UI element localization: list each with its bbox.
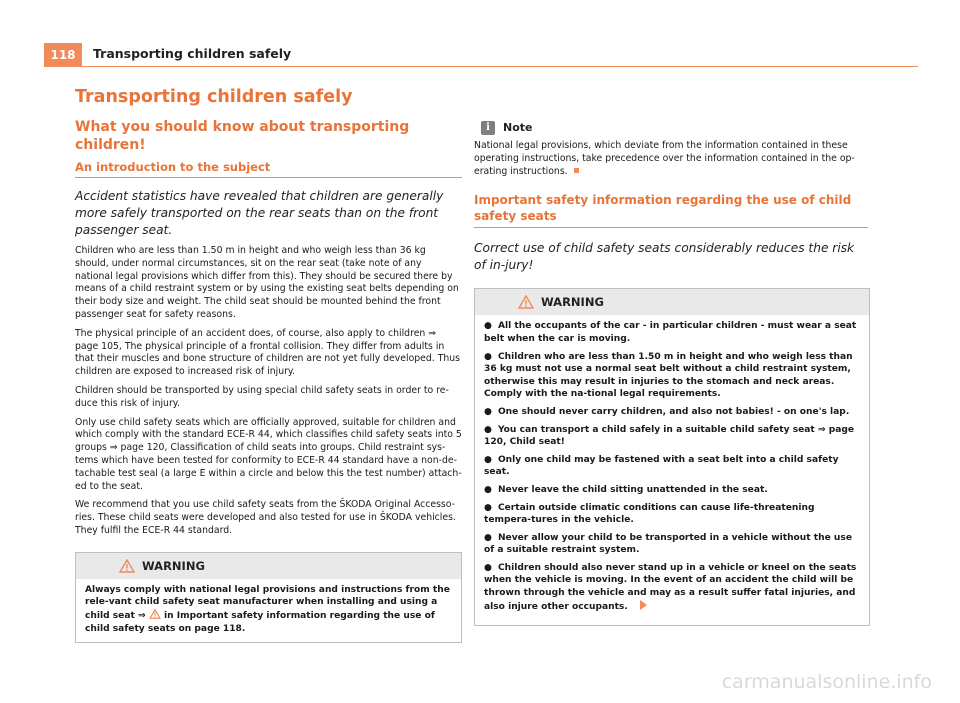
bullet-icon: ● — [484, 502, 492, 513]
section-title: Important safety information regarding the use of child safety seats — [474, 192, 868, 228]
warning-icon — [518, 295, 534, 309]
end-marker-icon — [574, 168, 579, 173]
note-header — [481, 120, 868, 136]
paragraph: Children who are less than 1.50 m in height and who weigh less than 36 kg should, under normal circumstances, sit on the rear seat (take note of any national legal provisions which differ from this). They should be secured there by means of a child restraint system or by using the existing seat belts depending on their body size and weight. The child seat should be mounted behind the front passenger seat for safety reasons. — [75, 245, 459, 320]
page-number: 118 — [44, 43, 82, 67]
list-item-text: All the occupants of the car - in particular children - must wear a seat belt when the car is moving. — [484, 321, 857, 344]
warning-icon — [119, 559, 135, 573]
paragraph: Children should be transported by using special child safety seats in order to re-duce this risk of injury. — [75, 384, 449, 409]
header-rule — [82, 66, 918, 67]
warning-header — [76, 553, 461, 579]
bullet-icon: ● — [484, 532, 492, 543]
warning-box — [474, 288, 870, 626]
info-icon: i — [481, 121, 495, 135]
list-item — [484, 562, 860, 613]
left-column — [75, 86, 462, 643]
bullet-icon: ● — [484, 321, 492, 332]
bullet-icon: ● — [484, 351, 492, 362]
list-item-text: Children should also never stand up in a vehicle or kneel on the seats when the vehicle is moving. In the event of an accident the child will be thrown through the vehicle and may as a result suffer fatal injuries, and also injure other occupants. — [484, 562, 857, 612]
watermark: carmanualsonline.info — [721, 671, 932, 693]
list-item-text: Never leave the child sitting unattended in the seat. — [497, 484, 768, 495]
note-text — [474, 140, 868, 178]
list-item-text: You can transport a child safely in a suitable child safety seat ⇒ page 120, Child seat! — [484, 424, 855, 448]
paragraph: We recommend that you use child safety seats from the ŠKODA Original Accesso-ries. These child seats were developed and also tested for use in ŠKODA vehicles. They fulfil the ECE-R 44 standard. — [75, 499, 456, 536]
right-column — [474, 120, 868, 626]
warning-icon — [149, 609, 161, 619]
list-item-text: Never allow your child to be transported in a vehicle without the use of a suitable restraint system. — [484, 532, 852, 556]
warning-header — [475, 289, 869, 315]
list-item — [484, 502, 860, 527]
list-item — [484, 320, 860, 345]
paragraph: The physical principle of an accident does, of course, also apply to children ⇒ page 105, The physical principle of a frontal collision. They differ from adults in that their muscles and bone structure of children are not yet fully developed. Thus children are exposed to increased risk of injury. — [75, 327, 461, 378]
page-header — [0, 38, 918, 62]
chapter-title: Transporting children safely — [75, 87, 353, 107]
warning-text-start: Always comply with national legal provisions and instructions from the rele-vant child safety seat manufacturer when installing and using a child seat ⇒ — [85, 584, 450, 621]
section-title: What you should know about transporting children! — [75, 119, 410, 153]
list-item — [484, 484, 860, 497]
list-item — [484, 454, 860, 479]
list-item — [484, 424, 860, 449]
warning-text-end: in Important safety information regarding the use of child safety seats on page 118. — [85, 610, 435, 634]
note-label: Note — [503, 121, 533, 134]
bullet-icon: ● — [484, 406, 492, 417]
bullet-icon: ● — [484, 562, 492, 573]
list-item-text: Children who are less than 1.50 m in height and who weigh less than 36 kg must not use a normal seat belt without a child restraint system, otherwise this may result in injuries to the stomach and neck areas. Comply with the na-tional legal requirements. — [484, 351, 853, 400]
lead-text: Accident statistics have revealed that children are generally more safely transported on the rear seats than on the front passenger seat. — [75, 189, 444, 237]
list-item-text: Only one child may be fastened with a seat belt into a child safety seat. — [484, 454, 839, 478]
subsection-title: An introduction to the subject — [75, 160, 462, 178]
warning-text — [76, 579, 461, 642]
bullet-icon: ● — [484, 424, 492, 435]
list-item — [484, 406, 860, 419]
bullet-icon: ● — [484, 454, 492, 465]
warning-label: WARNING — [142, 558, 205, 573]
running-title: Transporting children safely — [93, 46, 292, 61]
list-item — [484, 532, 860, 557]
bullet-icon: ● — [484, 484, 492, 495]
list-item-text: One should never carry children, and also not babies! - on one's lap. — [497, 406, 850, 417]
warning-box — [75, 552, 462, 643]
list-item-text: Certain outside climatic conditions can cause life-threatening tempera-tures in the vehicle. — [484, 502, 815, 526]
lead-text: Correct use of child safety seats considerably reduces the risk of in-jury! — [474, 241, 855, 273]
list-item — [484, 351, 860, 401]
continue-arrow-icon — [640, 600, 647, 610]
warning-list — [475, 315, 869, 625]
note-body: National legal provisions, which deviate from the information contained in these operating instructions, take precedence over the information contained in the op-erating instructions. — [474, 140, 855, 177]
paragraph: Only use child safety seats which are officially approved, suitable for children and which comply with the standard ECE-R 44, which classifies child safety seats into 5 groups ⇒ page 120, Classification of child seats into groups. Child restraint sys-tems which have been tested for conformity to ECE-R 44 standard have a non-de-tachable test seal (a large E within a circle and below this the test number) attach-ed to the seat. — [75, 416, 462, 492]
warning-label: WARNING — [541, 295, 604, 310]
